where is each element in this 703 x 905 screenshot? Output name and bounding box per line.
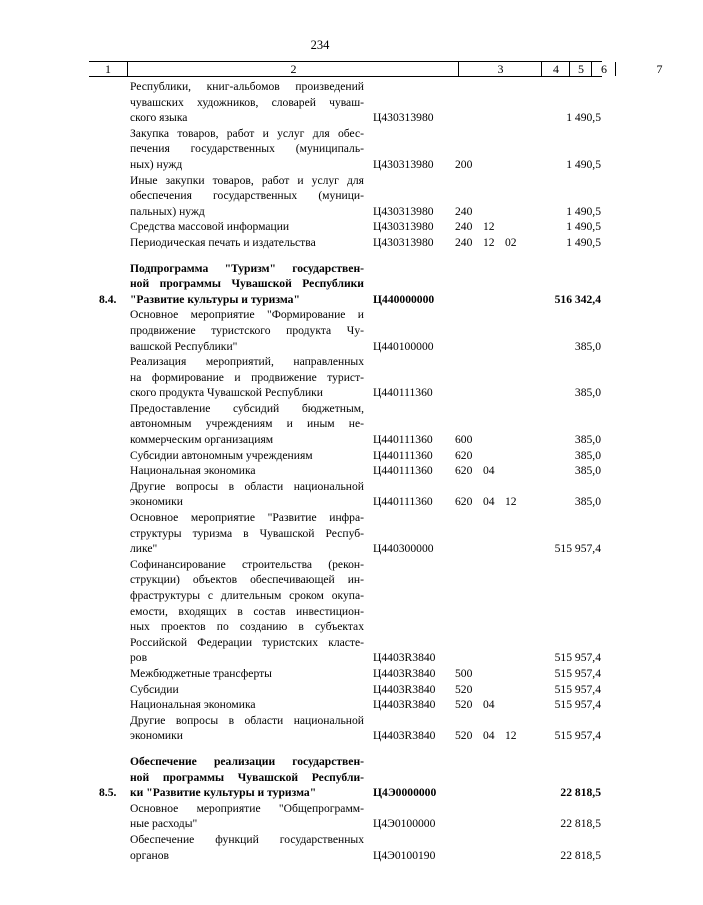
row-name-line: Обеспечение реализации государствен-	[130, 754, 364, 768]
page-number: 234	[310, 38, 330, 52]
row-code: Ц4403R3840	[373, 698, 436, 712]
row-name-line: продвижение туристского продукта Чу-	[130, 323, 364, 337]
row-name-line: Российской Федерации туристских класте-	[130, 635, 364, 649]
row-name-line: ной программы Чувашской Республи-	[130, 770, 364, 784]
row-name-line: Закупка товаров, работ и услуг для обес-	[130, 126, 364, 140]
row-amount: 385,0	[574, 495, 601, 509]
table-row	[0, 79, 640, 126]
table-row	[0, 401, 640, 448]
row-amount: 385,0	[574, 433, 601, 447]
row-code: Ц440111360	[373, 495, 433, 509]
row-code: Ц4403R3840	[373, 666, 436, 680]
row-name-line: Другие вопросы в области национальной	[130, 713, 364, 727]
row-name-line: обеспечения государственных (муници-	[130, 189, 364, 203]
row-name-line: печения государственных (муниципаль-	[130, 142, 364, 156]
row-name-line: Основное мероприятие "Развитие инфра-	[130, 511, 364, 525]
table-row	[0, 666, 640, 682]
table-row	[0, 448, 640, 464]
row-amount: 515 957,4	[554, 682, 601, 696]
row-expense-type: 620	[455, 448, 473, 462]
row-code: Ц4403R3840	[373, 729, 436, 743]
row-code: Ц440111360	[373, 433, 433, 447]
row-code: Ц4Э0000000	[373, 786, 437, 800]
row-expense-type: 620	[455, 464, 473, 478]
row-code: Ц4Э0100190	[373, 848, 436, 862]
row-amount: 1 490,5	[566, 111, 601, 125]
row-section: 04	[483, 464, 495, 478]
row-name	[130, 173, 364, 220]
row-amount: 385,0	[574, 464, 601, 478]
row-name-line: емости, входящих в состав инвестицион-	[130, 604, 364, 618]
header-col-4: 4	[541, 62, 570, 76]
row-code: Ц430313980	[373, 111, 434, 125]
row-name-line: Субсидии автономным учреждениям	[130, 448, 313, 462]
row-code: Ц4403R3840	[373, 651, 436, 665]
row-subsection: 02	[505, 235, 517, 249]
row-name-line: вашской Республики"	[130, 339, 238, 353]
row-amount: 1 490,5	[566, 157, 601, 171]
row-code: Ц440100000	[373, 339, 434, 353]
row-amount: 1 490,5	[566, 204, 601, 218]
row-name-line: Другие вопросы в области национальной	[130, 479, 364, 493]
row-code: Ц430313980	[373, 157, 434, 171]
row-amount: 515 957,4	[554, 542, 601, 556]
row-name-line: ных проектов по созданию в субъектах	[130, 620, 364, 634]
row-name	[130, 307, 364, 354]
row-section: 12	[483, 220, 495, 234]
row-subsection: 12	[505, 495, 517, 509]
row-name-line: ной программы Чувашской Республики	[130, 277, 364, 291]
row-name-line: экономики	[130, 495, 183, 509]
row-name-line: Основное мероприятие "Общепрограмм-	[130, 801, 364, 815]
row-code: Ц430313980	[373, 220, 434, 234]
row-name	[130, 713, 364, 744]
row-name-line: Национальная экономика	[130, 698, 256, 712]
row-expense-type: 520	[455, 698, 473, 712]
table-row	[0, 557, 640, 666]
row-code: Ц440111360	[373, 464, 433, 478]
row-expense-type: 600	[455, 433, 473, 447]
row-amount: 515 957,4	[554, 729, 601, 743]
table-row	[0, 713, 640, 744]
row-name-line: Средства массовой информации	[130, 220, 290, 234]
row-code: Ц440111360	[373, 448, 433, 462]
row-amount: 385,0	[574, 339, 601, 353]
row-name-line: Реализация мероприятий, направленных	[130, 355, 364, 369]
row-name-line: на формирование и продвижение турист-	[130, 370, 364, 384]
row-name	[130, 261, 364, 308]
table-row	[0, 479, 640, 510]
table-header	[89, 61, 663, 77]
header-col-1: 1	[105, 62, 111, 76]
row-name-line: Периодическая печать и издательства	[130, 235, 316, 249]
row-expense-type: 200	[455, 157, 473, 171]
row-name	[130, 479, 364, 510]
row-code: Ц440300000	[373, 542, 434, 556]
row-name	[130, 697, 364, 713]
row-amount: 516 342,4	[554, 292, 601, 306]
row-name	[130, 682, 364, 698]
row-name-line: Национальная экономика	[130, 464, 256, 478]
row-name	[130, 219, 364, 235]
row-amount: 385,0	[574, 448, 601, 462]
row-amount: 515 957,4	[554, 666, 601, 680]
row-code: Ц440111360	[373, 386, 433, 400]
row-name	[130, 510, 364, 557]
row-expense-type: 520	[455, 729, 473, 743]
row-name-line: Иные закупки товаров, работ и услуг для	[130, 173, 364, 187]
row-name-line: "Развитие культуры и туризма"	[130, 292, 300, 306]
row-name-line: Республики, книг-альбомов произведений	[130, 80, 364, 93]
row-name-line: струкции) объектов обеспечивающей ин-	[130, 573, 364, 587]
row-name-line: Софинансирование строительства (рекон-	[130, 557, 364, 571]
row-expense-type: 620	[455, 495, 473, 509]
row-name-line: коммерческим организациям	[130, 433, 274, 447]
row-name	[130, 448, 364, 464]
row-section: 04	[483, 698, 495, 712]
row-name-line: Субсидии	[130, 682, 179, 696]
row-code: Ц430313980	[373, 235, 434, 249]
row-name-line: пальных) нужд	[130, 204, 205, 218]
header-col-7: 7	[615, 62, 703, 76]
row-code: Ц4403R3840	[373, 682, 436, 696]
table-row	[0, 463, 640, 479]
row-name	[130, 832, 364, 863]
header-col-2: 2	[127, 62, 459, 76]
row-name-line: органов	[130, 848, 169, 862]
row-name-line: Основное мероприятие "Формирование и	[130, 308, 364, 322]
row-code: Ц430313980	[373, 204, 434, 218]
row-section: 04	[483, 729, 495, 743]
budget-table-body	[0, 79, 640, 863]
row-name-line: структуры туризма в Чувашской Респуб-	[130, 526, 364, 540]
row-code: Ц4Э0100000	[373, 817, 436, 831]
row-name	[130, 557, 364, 666]
row-name	[130, 354, 364, 401]
row-name-line: Предоставление субсидий бюджетным,	[130, 401, 364, 415]
row-name-line: ского языка	[130, 111, 188, 125]
row-amount: 1 490,5	[566, 235, 601, 249]
row-name-line: ных) нужд	[130, 157, 183, 171]
table-row	[0, 219, 640, 235]
row-amount: 22 818,5	[560, 817, 601, 831]
table-row	[0, 801, 640, 832]
row-amount: 385,0	[574, 386, 601, 400]
table-row	[0, 354, 640, 401]
row-name-line: ки "Развитие культуры и туризма"	[130, 786, 317, 800]
table-row	[0, 697, 640, 713]
row-amount: 22 818,5	[560, 848, 601, 862]
row-name	[130, 463, 364, 479]
row-name	[130, 235, 364, 251]
row-name-line: автономным учреждениям и иным не-	[130, 417, 364, 431]
row-expense-type: 240	[455, 220, 473, 234]
section-row	[0, 754, 640, 801]
row-name	[130, 666, 364, 682]
row-name	[130, 126, 364, 173]
row-name-line: Межбюджетные трансферты	[130, 666, 272, 680]
header-col-5: 5	[569, 62, 592, 76]
table-row	[0, 832, 640, 863]
row-amount: 1 490,5	[566, 220, 601, 234]
row-name-line: Обеспечение функций государственных	[130, 832, 364, 846]
row-name-line: лике"	[130, 542, 158, 556]
row-name	[130, 801, 364, 832]
row-expense-type: 520	[455, 682, 473, 696]
row-name	[130, 79, 364, 126]
table-row	[0, 235, 640, 251]
table-row	[0, 682, 640, 698]
row-expense-type: 500	[455, 666, 473, 680]
row-amount: 22 818,5	[560, 786, 601, 800]
row-section: 12	[483, 235, 495, 249]
section-number: 8.5.	[99, 786, 117, 800]
row-amount: 515 957,4	[554, 698, 601, 712]
row-name-line: ского продукта Чувашской Республики	[130, 386, 324, 400]
row-name-line: Подпрограмма "Туризм" государствен-	[130, 261, 364, 275]
row-name	[130, 754, 364, 801]
table-row	[0, 510, 640, 557]
header-col-3: 3	[458, 62, 542, 76]
row-name-line: чувашских художников, словарей чуваш-	[130, 95, 364, 109]
row-amount: 515 957,4	[554, 651, 601, 665]
section-row	[0, 261, 640, 308]
row-name-line: экономики	[130, 729, 183, 743]
row-code: Ц440000000	[373, 292, 435, 306]
row-name-line: ные расходы"	[130, 817, 198, 831]
row-subsection: 12	[505, 729, 517, 743]
table-row	[0, 307, 640, 354]
row-name-line: фраструктуры с длительным сроком окупа-	[130, 589, 364, 602]
row-expense-type: 240	[455, 235, 473, 249]
row-section: 04	[483, 495, 495, 509]
section-number: 8.4.	[99, 292, 117, 306]
table-row	[0, 173, 640, 220]
header-col-6: 6	[591, 62, 616, 76]
table-row	[0, 126, 640, 173]
row-name-line: ров	[130, 651, 148, 665]
row-expense-type: 240	[455, 204, 473, 218]
row-name	[130, 401, 364, 448]
